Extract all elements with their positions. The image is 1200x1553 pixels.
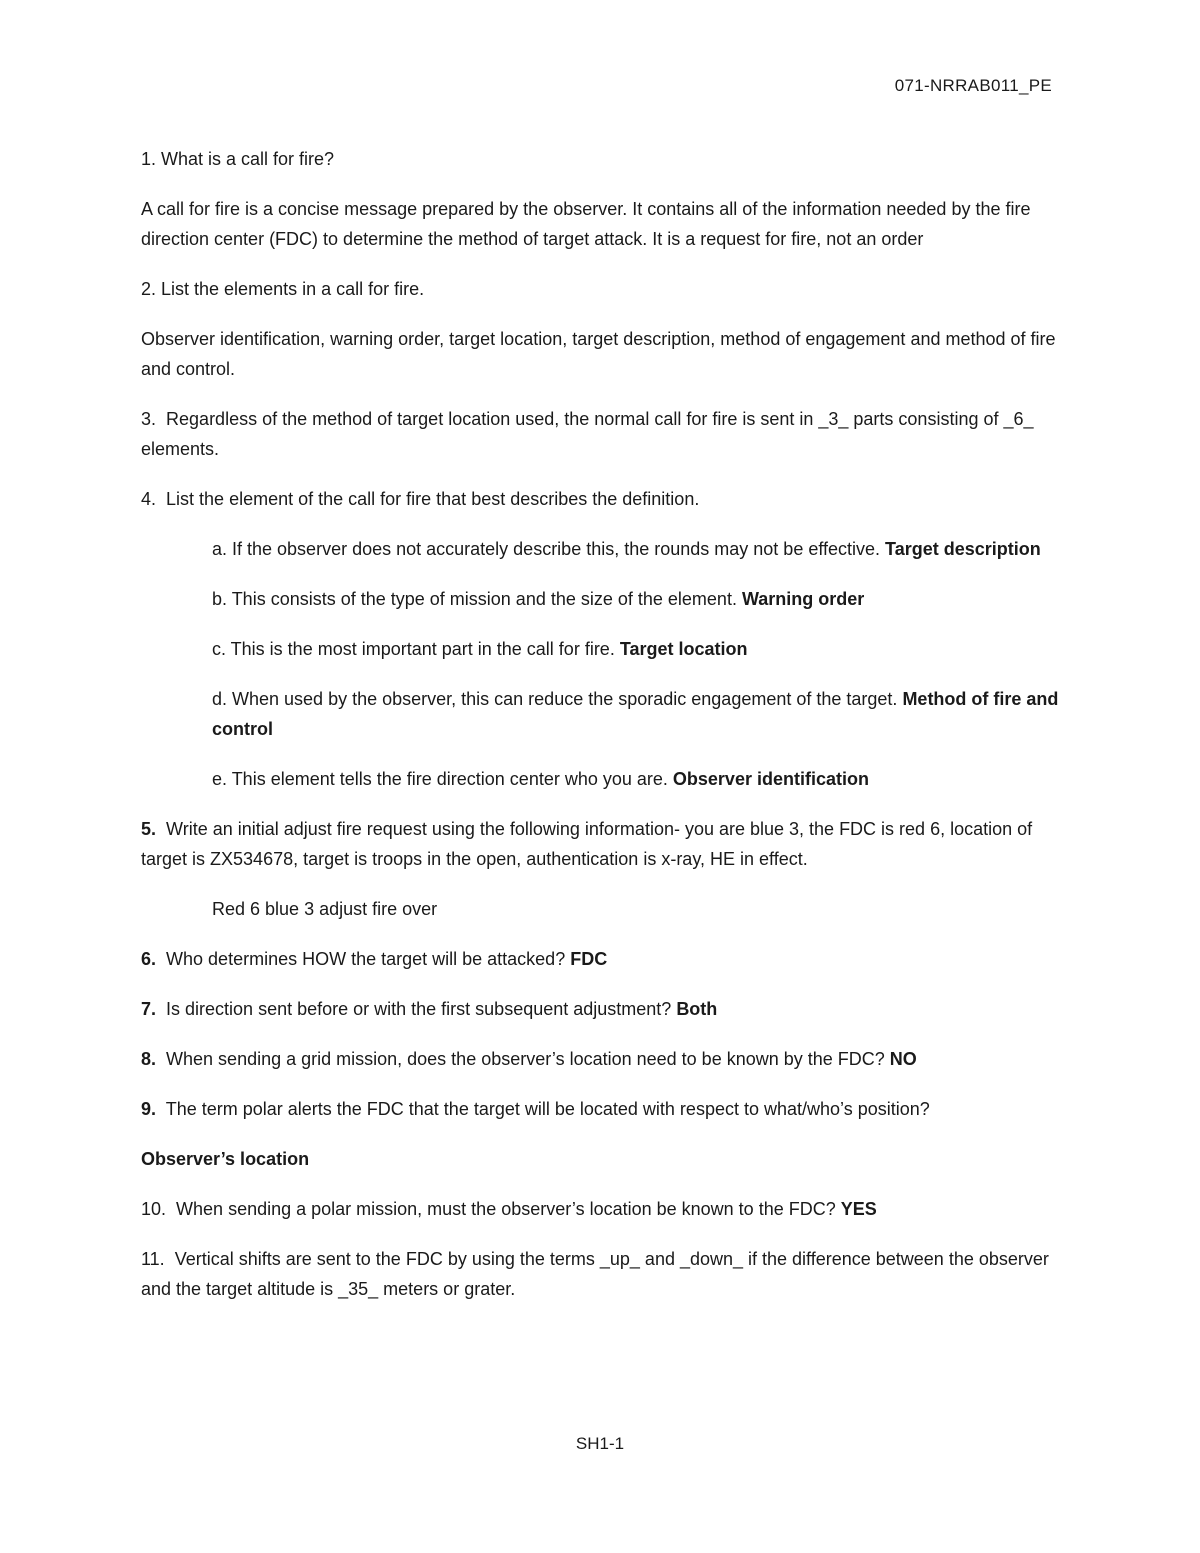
question-6 bbox=[141, 944, 1061, 974]
question-number: 6. bbox=[141, 949, 157, 969]
question-text: Vertical shifts are sent to the FDC by using the terms _up_ and _down_ if the difference between the observer and the target altitude is _35_ meters or grater. bbox=[141, 1249, 1049, 1299]
question-text: The term polar alerts the FDC that the target will be located with respect to what/who’s position? bbox=[165, 1099, 930, 1119]
answer-7: Both bbox=[676, 999, 718, 1019]
question-2: 2. List the elements in a call for fire. bbox=[141, 279, 425, 299]
question-number: 4. bbox=[141, 489, 157, 509]
question-7 bbox=[141, 994, 1061, 1024]
definition-text: b. This consists of the type of mission and the size of the element. bbox=[212, 589, 742, 609]
definition-item-c bbox=[141, 634, 1061, 664]
question-text: When sending a grid mission, does the observer’s location need to be known by the FDC? bbox=[166, 1049, 890, 1069]
question-text: List the element of the call for fire that best describes the definition. bbox=[166, 489, 700, 509]
question-text: Who determines HOW the target will be attacked? bbox=[166, 949, 571, 969]
question-text: Is direction sent before or with the first subsequent adjustment? bbox=[166, 999, 677, 1019]
definition-answer: Target location bbox=[619, 639, 748, 659]
definition-item-e bbox=[141, 764, 1061, 794]
answer-10: YES bbox=[840, 1199, 877, 1219]
definition-answer: Target description bbox=[885, 539, 1041, 559]
question-5 bbox=[141, 814, 1061, 874]
document-code: 071-NRRAB011_PE bbox=[894, 76, 1052, 95]
question-4 bbox=[141, 484, 1061, 514]
question-1: 1. What is a call for fire? bbox=[141, 149, 335, 169]
question-9 bbox=[141, 1094, 1061, 1124]
answer-6: FDC bbox=[570, 949, 608, 969]
answer-9: Observer’s location bbox=[141, 1149, 310, 1169]
definition-answer: Warning order bbox=[741, 589, 865, 609]
question-number: 3. bbox=[141, 409, 157, 429]
definition-item-b bbox=[141, 584, 1061, 614]
question-text: When sending a polar mission, must the observer’s location be known to the FDC? bbox=[176, 1199, 841, 1219]
question-3 bbox=[141, 404, 1061, 464]
question-number: 11. bbox=[141, 1249, 165, 1269]
page-number: SH1-1 bbox=[575, 1434, 625, 1453]
question-11 bbox=[141, 1244, 1061, 1304]
document-body bbox=[141, 144, 1061, 1324]
question-number: 7. bbox=[141, 999, 157, 1019]
definition-answer: Observer identification bbox=[672, 769, 869, 789]
answer-1: A call for fire is a concise message prepared by the observer. It contains all of the information needed by the fire direction center (FDC) to determine the method of target attack. It is a request for fire, not an order bbox=[141, 199, 1031, 249]
question-text: Regardless of the method of target location used, the normal call for fire is sent in _3_ parts consisting of _6_ elements. bbox=[141, 409, 1034, 459]
answer-2: Observer identification, warning order, target location, target description, method of engagement and method of fire and control. bbox=[141, 329, 1056, 379]
question-10 bbox=[141, 1194, 1061, 1224]
answer-5: Red 6 blue 3 adjust fire over bbox=[212, 899, 438, 919]
definition-text: e. This element tells the fire direction center who you are. bbox=[212, 769, 673, 789]
definition-item-a bbox=[141, 534, 1061, 564]
question-number: 10. bbox=[141, 1199, 167, 1219]
question-number: 9. bbox=[141, 1099, 157, 1119]
question-text: Write an initial adjust fire request using the following information- you are blue 3, the FDC is red 6, location of target is ZX534678, target is troops in the open, authentication is x-ray, HE in effect. bbox=[141, 819, 1033, 869]
definition-text: d. When used by the observer, this can reduce the sporadic engagement of the target. bbox=[212, 689, 903, 709]
question-number: 8. bbox=[141, 1049, 157, 1069]
definition-text: c. This is the most important part in the call for fire. bbox=[212, 639, 620, 659]
question-number: 5. bbox=[141, 819, 157, 839]
definition-answer: Method of fire and control bbox=[212, 689, 1059, 739]
question-8 bbox=[141, 1044, 1061, 1074]
definition-text: a. If the observer does not accurately describe this, the rounds may not be effective. bbox=[212, 539, 886, 559]
definition-item-d bbox=[141, 684, 1061, 744]
answer-8: NO bbox=[889, 1049, 917, 1069]
